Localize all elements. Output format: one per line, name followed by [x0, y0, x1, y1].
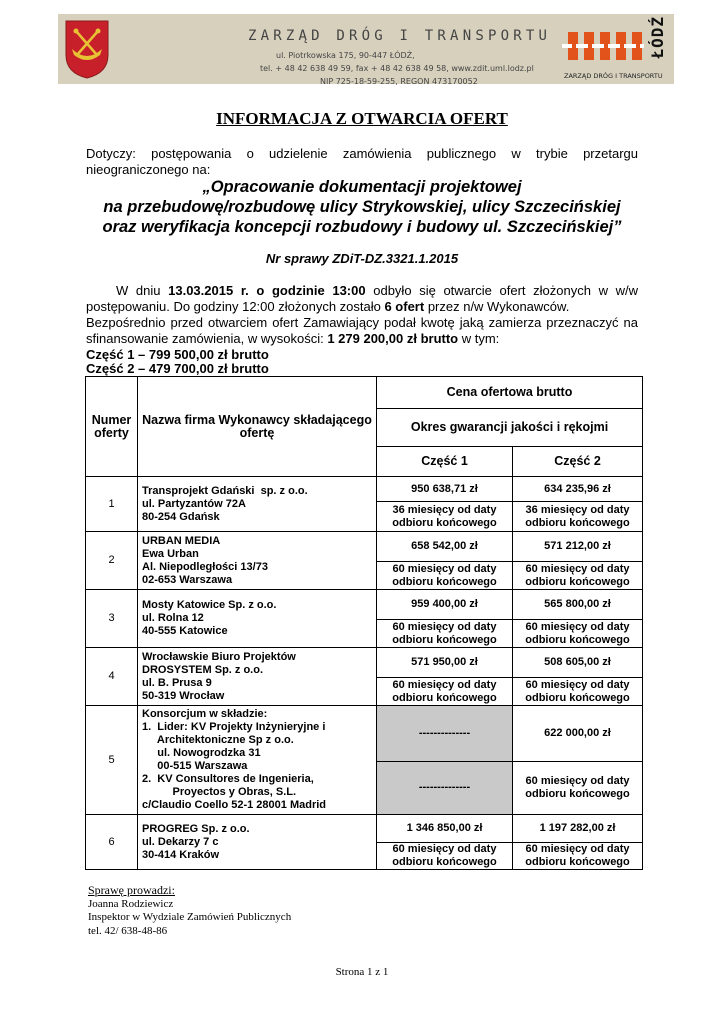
header-offer-number: Numer oferty: [86, 377, 138, 477]
firm-line: Wrocławskie Biuro Projektów: [142, 650, 296, 663]
offer-number: 1: [86, 477, 138, 532]
offer-number: 4: [86, 648, 138, 706]
firm-line: 2. KV Consultores de Ingenieria,: [142, 773, 314, 785]
firm-name: [138, 477, 377, 532]
firm-line: Mosty Katowice Sp. z o.o.: [142, 599, 277, 611]
org-address: ul. Piotrkowska 175, 90-447 ŁÓDŹ,: [276, 51, 415, 60]
price-part2: 565 800,00 zł: [513, 590, 643, 620]
part1-budget: Część 1 – 799 500,00 zł brutto: [86, 347, 269, 362]
price-part1: 1 346 850,00 zł: [377, 815, 513, 843]
price-part2: 1 197 282,00 zł: [513, 815, 643, 843]
footer-role: Inspektor w Wydziale Zamówień Publicznych: [88, 911, 292, 923]
org-name: ZARZĄD DRÓG I TRANSPORTU: [248, 28, 552, 44]
warranty-part2: 60 miesięcy od daty odbioru końcowego: [513, 761, 643, 814]
firm-line: ul. B. Prusa 9: [142, 676, 212, 689]
header-firm-name: Nazwa firma Wykonawcy składającego ofertę: [138, 377, 377, 477]
header-warranty: Okres gwarancji jakości i rękojmi: [377, 409, 643, 447]
table-row: [86, 590, 643, 620]
firm-line: 30-414 Kraków: [142, 848, 220, 861]
budget-amount: 1 279 200,00 zł brutto: [327, 331, 459, 346]
warranty-part1: 60 miesięcy od daty odbioru końcowego: [377, 562, 513, 590]
firm-line: ul. Dekarzy 7 c: [142, 835, 219, 848]
header-part1: Część 1: [377, 447, 513, 477]
opening-date: 13.03.2015 r. o godzinie 13:00: [168, 283, 366, 298]
page-title: INFORMACJA Z OTWARCIA OFERT: [216, 109, 508, 128]
table-row: [86, 477, 643, 502]
firm-line: 80-254 Gdańsk: [142, 510, 220, 523]
table-row: [86, 706, 643, 762]
firm-line: c/Claudio Coello 52-1 28001 Madrid: [142, 799, 327, 811]
firm-line: 40-555 Katowice: [142, 625, 228, 637]
firm-line: ul. Rolna 12: [142, 612, 204, 624]
warranty-part1: 60 miesięcy od daty odbioru końcowego: [377, 678, 513, 706]
firm-name: [138, 706, 377, 815]
firm-line: Ewa Urban: [142, 547, 199, 560]
offer-number: 3: [86, 590, 138, 648]
logo-caption: ZARZĄD DRÓG I TRANSPORTU: [564, 72, 663, 80]
budget-paragraph: Bezpośrednio przed otwarciem ofert Zamawiający podał kwotę jaką zamierza przeznaczyć na sfinansowanie zamówienia, w wysokości: 1 279 200,00 zł brutto w tym:: [86, 315, 638, 346]
logo-city-vertical: ŁÓDŹ: [648, 16, 667, 59]
offer-number: 2: [86, 532, 138, 590]
price-part2: 508 605,00 zł: [513, 648, 643, 678]
warranty-part1: --------------: [377, 761, 513, 814]
firm-line: Konsorcjum w składzie:: [142, 708, 268, 720]
warranty-part2: 36 miesięcy od daty odbioru końcowego: [513, 502, 643, 532]
firm-line: DROSYSTEM Sp. z o.o.: [142, 663, 264, 676]
offers-table: [85, 376, 643, 870]
firm-line: ul. Partyzantów 72A: [142, 497, 246, 510]
offer-count: 6 ofert: [384, 299, 425, 314]
price-part2: 634 235,96 zł: [513, 477, 643, 502]
warranty-part2: 60 miesięcy od daty odbioru końcowego: [513, 620, 643, 648]
firm-line: Architektoniczne Sp z o.o.: [142, 734, 294, 746]
price-part1: 571 950,00 zł: [377, 648, 513, 678]
org-contacts: tel. + 48 42 638 49 59, fax + 48 42 638 49 58, www.zdit.uml.lodz.pl: [260, 64, 534, 73]
letterhead-banner: [58, 14, 674, 84]
warranty-part2: 60 miesięcy od daty odbioru końcowego: [513, 843, 643, 870]
warranty-part2: 60 miesięcy od daty odbioru końcowego: [513, 562, 643, 590]
firm-line: PROGREG Sp. z o.o.: [142, 822, 250, 835]
subject-line-1: „Opracowanie dokumentacji projektowej: [202, 178, 522, 196]
concerns-text: Dotyczy: postępowania o udzielenie zamówienia publicznego w trybie przetargu nieograniczonego na:: [86, 146, 638, 177]
price-part2: 571 212,00 zł: [513, 532, 643, 562]
header-part2: Część 2: [513, 447, 643, 477]
price-part1: 950 638,71 zł: [377, 477, 513, 502]
firm-line: 02-653 Warszawa: [142, 573, 233, 586]
footer-contact: [88, 884, 291, 938]
firm-name: [138, 815, 377, 870]
opening-paragraph: W dniu 13.03.2015 r. o godzinie 13:00 odbyło się otwarcie ofert złożonych w w/w postępowaniu. Do godziny 12:00 złożonych zostało 6 ofert przez n/w Wykonawców.: [86, 283, 638, 314]
firm-name: [138, 532, 377, 590]
footer-name: Joanna Rodziewicz: [88, 897, 174, 910]
warranty-part1: 36 miesięcy od daty odbioru końcowego: [377, 502, 513, 532]
warranty-part1: 60 miesięcy od daty odbioru końcowego: [377, 620, 513, 648]
firm-line: 1. Lider: KV Projekty Inżynieryjne i: [142, 721, 326, 733]
firm-line: 50-319 Wrocław: [142, 689, 225, 702]
price-part1: --------------: [377, 706, 513, 762]
price-part2: 622 000,00 zł: [513, 706, 643, 762]
lodz-coat-of-arms-icon: [64, 19, 110, 79]
firm-line: Al. Niepodległości 13/73: [142, 560, 268, 573]
footer-label: Sprawę prowadzi:: [88, 883, 175, 897]
warranty-part2: 60 miesięcy od daty odbioru końcowego: [513, 678, 643, 706]
price-part1: 658 542,00 zł: [377, 532, 513, 562]
table-row: [86, 815, 643, 843]
firm-name: [138, 648, 377, 706]
firm-line: URBAN MEDIA: [142, 534, 221, 547]
firm-name: [138, 590, 377, 648]
firm-line: Proyectos y Obras, S.L.: [142, 786, 297, 798]
header-price: Cena ofertowa brutto: [377, 377, 643, 409]
org-ids: NIP 725-18-59-255, REGON 473170052: [320, 77, 478, 86]
table-row: [86, 532, 643, 562]
subject-line-2: na przebudowę/rozbudowę ulicy Strykowskiej, ulicy Szczecińskiej: [103, 198, 621, 216]
warranty-part1: 60 miesięcy od daty odbioru końcowego: [377, 843, 513, 870]
subject-line-3: oraz weryfikacja koncepcji rozbudowy i budowy ul. Szczecińskiej”: [102, 218, 622, 236]
offer-number: 6: [86, 815, 138, 870]
footer-phone: tel. 42/ 638-48-86: [88, 924, 168, 937]
case-number: Nr sprawy ZDiT-DZ.3321.1.2015: [265, 251, 459, 266]
table-row: [86, 648, 643, 678]
part2-budget: Część 2 – 479 700,00 zł brutto: [86, 361, 269, 376]
page-number: Strona 1 z 1: [335, 966, 389, 978]
price-part1: 959 400,00 zł: [377, 590, 513, 620]
firm-line: ul. Nowogrodzka 31: [142, 747, 261, 759]
offer-number: 5: [86, 706, 138, 815]
firm-line: 00-515 Warszawa: [142, 760, 248, 772]
firm-line: Transprojekt Gdański sp. z o.o.: [142, 484, 308, 497]
